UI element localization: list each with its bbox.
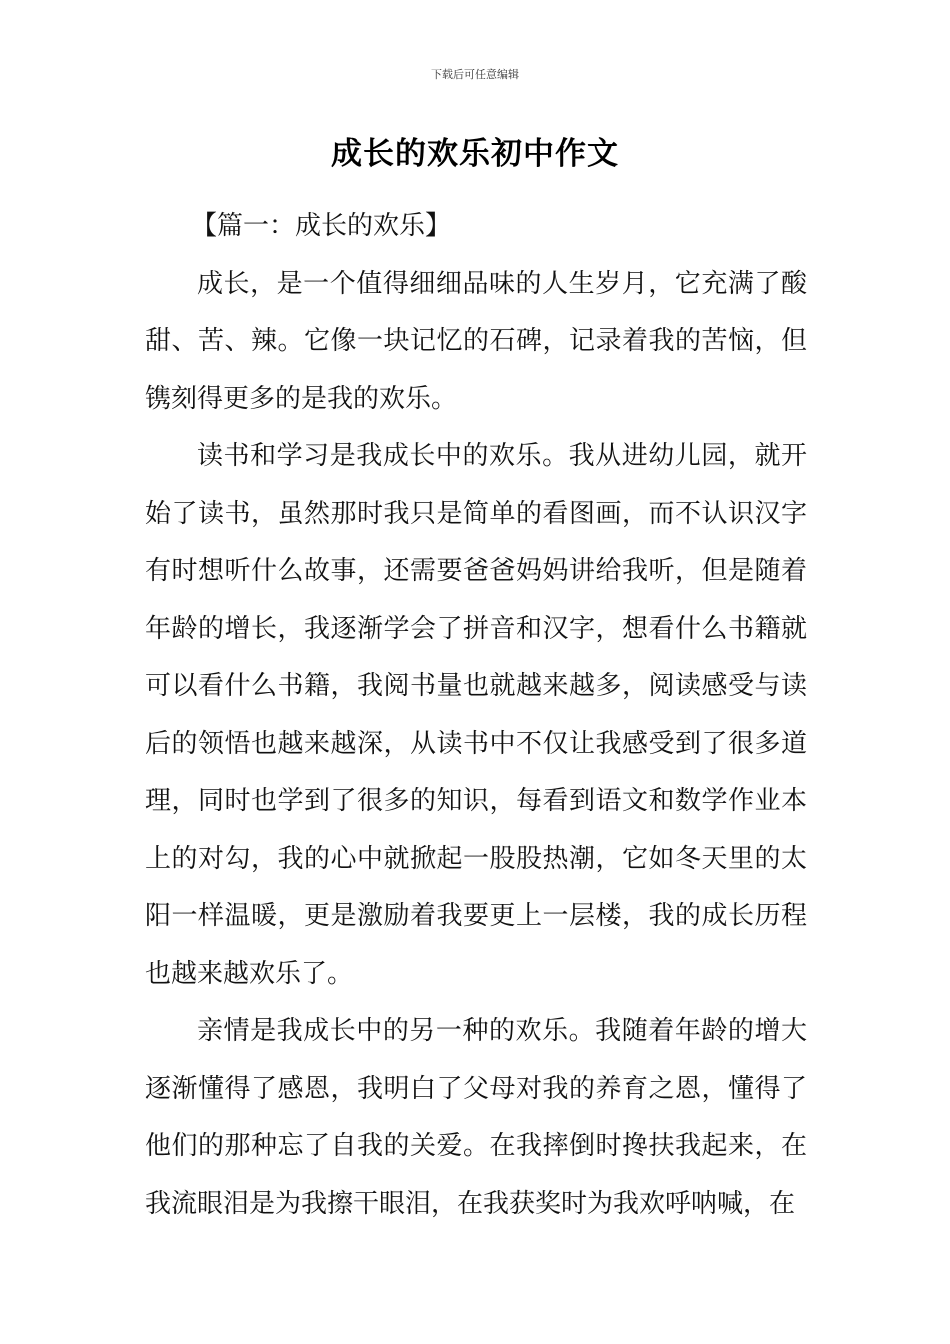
paragraph-2: 读书和学习是我成长中的欢乐。我从进幼儿园，就开始了读书，虽然那时我只是简单的看图画，而不认识汉字有时想听什么故事，还需要爸爸妈妈讲给我听，但是随着年龄的增长，我逐渐学会了拼音和汉字，想看什么书籍就可以看什么书籍，我阅书量也就越来越多，阅读感受与读后的领悟也越来越深，从读书中不仅让我感受到了很多道理，同时也学到了很多的知识，每看到语文和数学作业本上的对勾，我的心中就掀起一股股热潮，它如冬天里的太阳一样温暖，更是激励着我要更上一层楼，我的成长历程也越来越欢乐了。 [145,441,807,989]
paragraph-1: 成长，是一个值得细细品味的人生岁月，它充满了酸甜、苦、辣。它像一块记忆的石碑，记录着我的苦恼，但镌刻得更多的是我的欢乐。 [145,268,807,414]
document-title: 成长的欢乐初中作文 [331,136,619,172]
paragraph-3: 亲情是我成长中的另一种的欢乐。我随着年龄的增大逐渐懂得了感恩，我明白了父母对我的养育之恩，懂得了他们的那种忘了自我的关爱。在我摔倒时搀扶我起来，在我流眼泪是为我擦干眼泪，在我获奖时为我欢呼呐喊，在 [145,1016,807,1219]
document-body [145,198,807,1233]
section-heading: 【篇一：成长的欢乐】 [191,211,452,241]
header-note: 下载后可任意编辑 [431,68,519,81]
